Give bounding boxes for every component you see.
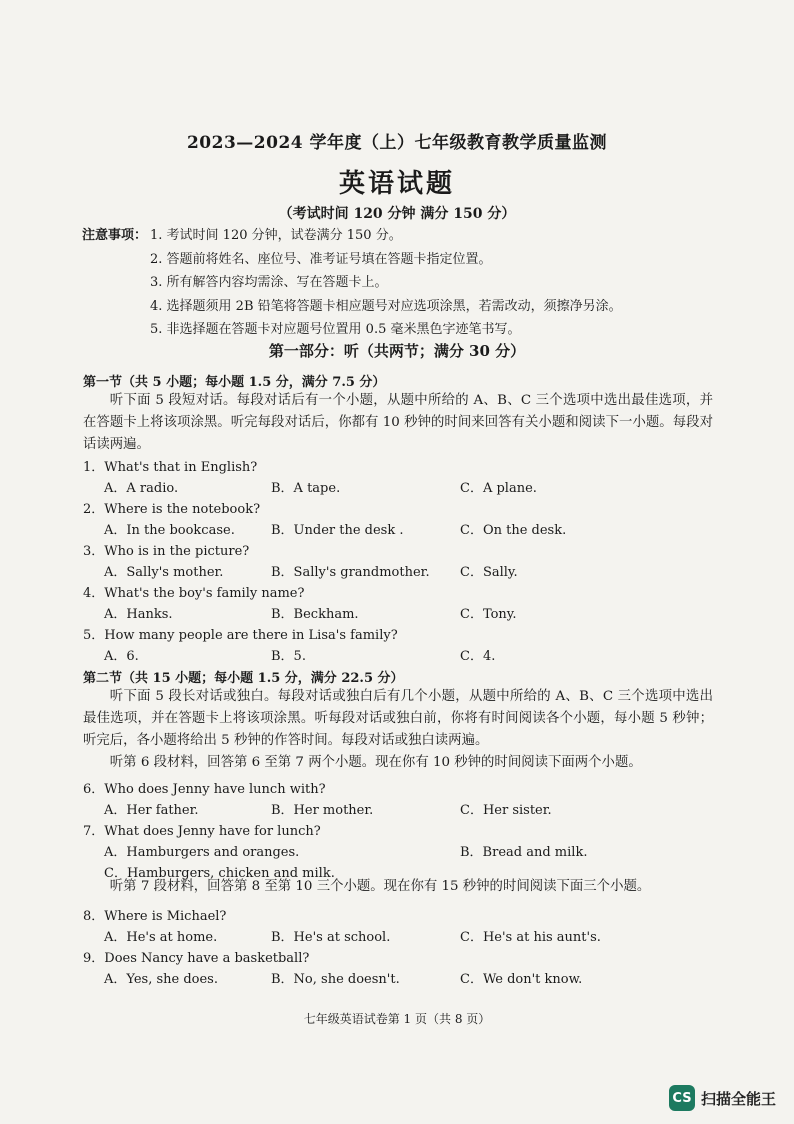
page-footer: 七年级英语试卷第 1 页（共 8 页）	[303, 1012, 491, 1026]
question-options	[104, 561, 704, 581]
option-c: C．We don't know.	[460, 972, 583, 987]
question-stem: 1．What's that in English?	[83, 460, 258, 475]
option-a: A．6.	[104, 649, 139, 664]
section1-heading: 第一节（共 5 小题；每小题 1.5 分，满分 7.5 分）	[83, 375, 386, 390]
option-c: C．Her sister.	[460, 803, 552, 818]
option-a: A．Hanks.	[104, 607, 173, 622]
question-options	[104, 926, 704, 946]
option-c: C．Tony.	[460, 607, 517, 622]
option-b: B．Bread and milk.	[460, 845, 588, 860]
part1-title: 第一部分：听（共两节；满分 30 分）	[268, 342, 526, 360]
question-stem: 6．Who does Jenny have lunch with?	[83, 782, 326, 797]
option-c: C．Sally.	[460, 565, 518, 580]
notice-item: 3. 所有解答内容均需涂、写在答题卡上。	[150, 275, 388, 290]
question-stem: 2．Where is the notebook?	[83, 502, 261, 517]
question-stem: 4．What's the boy's family name?	[83, 586, 305, 601]
option-a: A．In the bookcase.	[104, 523, 235, 538]
notice-item: 2. 答题前将姓名、座位号、准考证号填在答题卡指定位置。	[150, 251, 492, 267]
notice-label: 注意事项：	[82, 228, 148, 243]
question-stem: 3．Who is in the picture?	[83, 544, 250, 559]
option-b: B．A tape.	[271, 481, 341, 496]
section2-instructions: 听下面 5 段长对话或独白。每段对话或独白后有几个小题，从题中所给的 A、B、C 三个选项中选出最佳选项，并在答题卡上将该项涂黑。听每段对话或独白前，你将有时间阅读各个小题，每小题 5 秒钟；听完后，各小题将给出 5 秒钟的作答时间。每段对话或独白读两遍。	[83, 689, 713, 748]
question-stem: 7．What does Jenny have for lunch?	[83, 824, 321, 839]
option-a: A．Her father.	[104, 803, 199, 818]
option-c: C．Hamburgers, chicken and milk.	[104, 866, 335, 881]
notice-block	[82, 224, 762, 342]
question-stem: 9．Does Nancy have a basketball?	[83, 951, 310, 966]
question-stem: 5．How many people are there in Lisa's family?	[83, 628, 398, 643]
question-options	[104, 645, 704, 665]
option-a: A．A radio.	[104, 481, 179, 496]
option-c: C．He's at his aunt's.	[460, 930, 601, 945]
option-c: C．A plane.	[460, 481, 537, 496]
scanner-brand-text: 扫描全能王	[700, 1089, 776, 1108]
option-b: B．Under the desk .	[271, 523, 404, 538]
option-b: B．He's at school.	[271, 930, 391, 945]
material7-instructions: 听第 7 段材料，回答第 8 至第 10 三个小题。现在你有 15 秒钟的时间阅读下面三个小题。	[109, 879, 651, 894]
option-b: B．Sally's grandmother.	[271, 565, 430, 580]
material6-instructions: 听第 6 段材料，回答第 6 至第 7 两个小题。现在你有 10 秒钟的时间阅读下面两个小题。	[109, 755, 642, 770]
question-options	[104, 968, 704, 988]
option-a: A．Sally's mother.	[104, 565, 224, 580]
exam-title: 2023—2024 学年度（上）七年级教育教学质量监测	[186, 133, 608, 153]
scanner-watermark	[669, 1085, 776, 1111]
notice-item: 5. 非选择题在答题卡对应题号位置用 0.5 毫米黑色字迹笔书写。	[150, 322, 521, 337]
question-options	[104, 841, 704, 861]
option-b: B．5.	[271, 649, 306, 664]
option-c: C．On the desk.	[460, 523, 567, 538]
notice-item: 1. 考试时间 120 分钟，试卷满分 150 分。	[150, 228, 402, 243]
section1-instructions: 听下面 5 段短对话。每段对话后有一个小题，从题中所给的 A、B、C 三个选项中选出最佳选项，并在答题卡上将该项涂黑。听完每段对话后，你都有 10 秒钟的时间来回答有关小题和阅读下一小题。每段对话读两遍。	[83, 393, 713, 452]
option-a: A．Yes, she does.	[104, 972, 218, 987]
camscanner-logo-icon: CS	[669, 1085, 695, 1111]
question-options	[104, 477, 704, 497]
option-b: B．Her mother.	[271, 803, 374, 818]
option-a: A．He's at home.	[104, 930, 218, 945]
subject-title: 英语试题	[338, 169, 455, 199]
exam-info: （考试时间 120 分钟 满分 150 分）	[278, 206, 516, 222]
option-c: C．4.	[460, 649, 496, 664]
option-b: B．Beckham.	[271, 607, 359, 622]
notice-item: 4. 选择题须用 2B 铅笔将答题卡相应题号对应选项涂黑，若需改动，须擦净另涂。	[150, 298, 622, 314]
question-options	[104, 603, 704, 623]
question-options	[104, 799, 704, 819]
section2-heading: 第二节（共 15 小题；每小题 1.5 分，满分 22.5 分）	[83, 671, 404, 686]
question-stem: 8．Where is Michael?	[83, 909, 227, 924]
option-b: B．No, she doesn't.	[271, 972, 400, 987]
question-options	[104, 519, 704, 539]
option-a: A．Hamburgers and oranges.	[104, 845, 300, 860]
